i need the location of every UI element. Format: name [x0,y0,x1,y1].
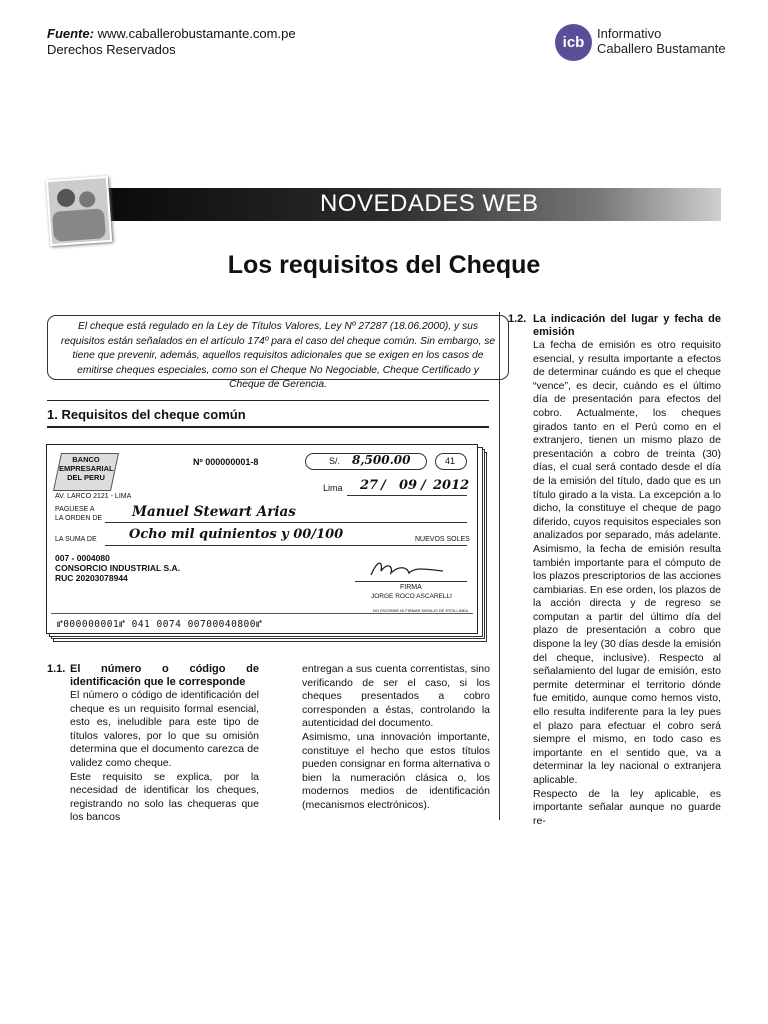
bank-address: AV. LARCO 2121 - LIMA [55,493,132,500]
column-1 [47,663,259,825]
intro-box: El cheque está regulado en la Ley de Títulos Valores, Ley Nº 27287 (18.06.2000), y sus requisitos están señalados en el artículo 174º para el caso del cheque común. Sin embargo, se tiene que prevenir, además, aquellos requisitos adicionales que se exigen en los casos de emitirse cheques especiales, como son el Cheque No Negociable, Cheque Certificado y Cheque de Gerencia. [47,315,509,380]
date-month: 09 [399,478,418,493]
section-rule-bottom [47,426,489,428]
logo-line-2: Caballero Bustamante [597,41,726,56]
account-company: CONSORCIO INDUSTRIAL S.A. [55,563,180,573]
signature-line [355,581,467,582]
signature-icon [367,555,447,581]
sum-label: LA SUMA DE [55,536,97,543]
account-ruc: RUC 20203078944 [55,573,128,583]
date-day: 27 [360,478,379,493]
bank-name-3: DEL PERU [67,473,105,482]
cheque-number: Nº 000000001-8 [193,457,259,467]
currency-label: S/. [329,456,341,466]
source-block [47,26,296,58]
subsection-1-2-number: 1.2. [508,313,527,325]
cheque [46,444,478,634]
date-line [347,495,467,496]
column-3 [508,313,721,828]
col2-paragraph-1: entregan a sus cuenta correntistas, sino verificando de ser el caso, si los cheques presentados a cobro corresponden a éstas, controlando la autenticidad del documento. [302,663,490,730]
column-divider [499,312,500,820]
source-label: Fuente: [47,26,94,41]
payee-name: Manuel Stewart Arias [132,504,296,520]
banner-photo [46,176,112,246]
sum-line [105,545,467,546]
col1-paragraph-1: El número o código de identificación del cheque es un requisito formal esencial, esto es, ineludible para este tipo de títulos valores, por lo que su omisión determina que el documento carezca de validez como cheque. [70,689,259,769]
date-sep-2: / [421,478,426,493]
no-write-notice: NO ESCRIBIR NI FIRMAR DEBAJO DE ESTA LINEA [373,608,469,613]
payee-line [105,522,467,523]
rights-text: Derechos Reservados [47,42,176,57]
logo-icon: icb [555,24,592,61]
subsection-1-2-heading [508,313,721,339]
sum-words: Ocho mil quinientos y 00/100 [129,527,344,542]
amount-value: 8,500.00 [352,453,411,467]
bank-name [59,455,113,482]
signature-label: FIRMA [400,584,422,591]
cheque-code: 41 [445,456,456,466]
account-holder [55,553,180,583]
subsection-1-1-heading [47,663,259,689]
sum-currency: NUEVOS SOLES [415,536,470,543]
payee-label [55,505,102,523]
subsection-1-1-number: 1.1. [47,663,66,675]
date-sep-1: / [381,478,386,493]
subsection-1-2-title: La indicación del lugar y fecha de emisión [533,313,721,338]
logo-line-1: Informativo [597,26,662,41]
section-heading: 1. Requisitos del cheque común [47,407,246,422]
banner-title: NOVEDADES WEB [320,190,539,217]
col2-paragraph-2: Asimismo, una innovación importante, constituye el hecho que estos títulos pueden consignar en forma alternativa o bien la numeración clásica o, los modernos medios de identificación (mecanismos electrónicos). [302,730,490,811]
bank-name-2: EMPRESARIAL [59,464,114,473]
payee-label-2: LA ORDEN DE [55,515,103,522]
logo-text [597,26,726,56]
col1-paragraph-2: Este requisito se explica, por la necesidad de identificar los cheques, registrando no solo las chequeras que los bancos [70,770,259,824]
micr-code: ⑈000000001⑈ 041 0074 00700040800⑈ [57,619,263,630]
section-rule-top [47,400,489,401]
subsection-1-1-title: El número o código de identificación que le corresponde [70,663,259,688]
signer-name: JORGE ROCO ASCARELLI [371,593,452,600]
bank-name-1: BANCO [72,455,100,464]
col3-paragraph-2: Respecto de la ley aplicable, es importante señalar aunque no guarde re- [533,787,721,827]
source-url[interactable]: www.caballerobustamante.com.pe [97,26,296,41]
payee-label-1: PAGUESE A [55,506,95,513]
column-2 [302,663,490,813]
micr-line [51,613,473,614]
col3-paragraph-1: La fecha de emisión es otro requisito esencial, y resulta importante a efectos de determinar cuándo es que el cheque “vence”, es decir, cuándo es el último día de presentación para efectos del cobro. Actualmente, los cheques girados tanto en el Perú como en el extranjero, tienen un mismo plazo de presentación a cobro de treinta (30) días, el cual será contado desde el día de la emisión del título, dado que es un título girado a la vista. La excepción a lo dicho, la constituye el cheque de pago diferido, cuyos requisitos especiales son analizados por separado, más adelante. Asimismo, la fecha de emisión resulta también importante para el cómputo de los plazos prescriptorios de las acciones cambiarias. En ese orden, los plazos de la acción directa y de regreso se computan a partir del último día del plazo de presentación a cobro que dispone la ley (30 días desde la emisión del cheque, inclusive). Respecto al señalamiento del lugar de emisión, esto permite determinar el territorio dónde fue emitido, aunque como hemos visto, ello resulta indiferente para la ley pues el plazo para efectuar el cobro será siempre el mismo, en todo caso es importante en el sentido que, va a determinar la ley nacional o extranjera aplicable. [533,339,721,786]
place-label: Lima [323,483,343,493]
page-title: Los requisitos del Cheque [227,251,541,279]
date-year: 2012 [433,478,470,493]
account-number: 007 - 0004080 [55,553,110,563]
